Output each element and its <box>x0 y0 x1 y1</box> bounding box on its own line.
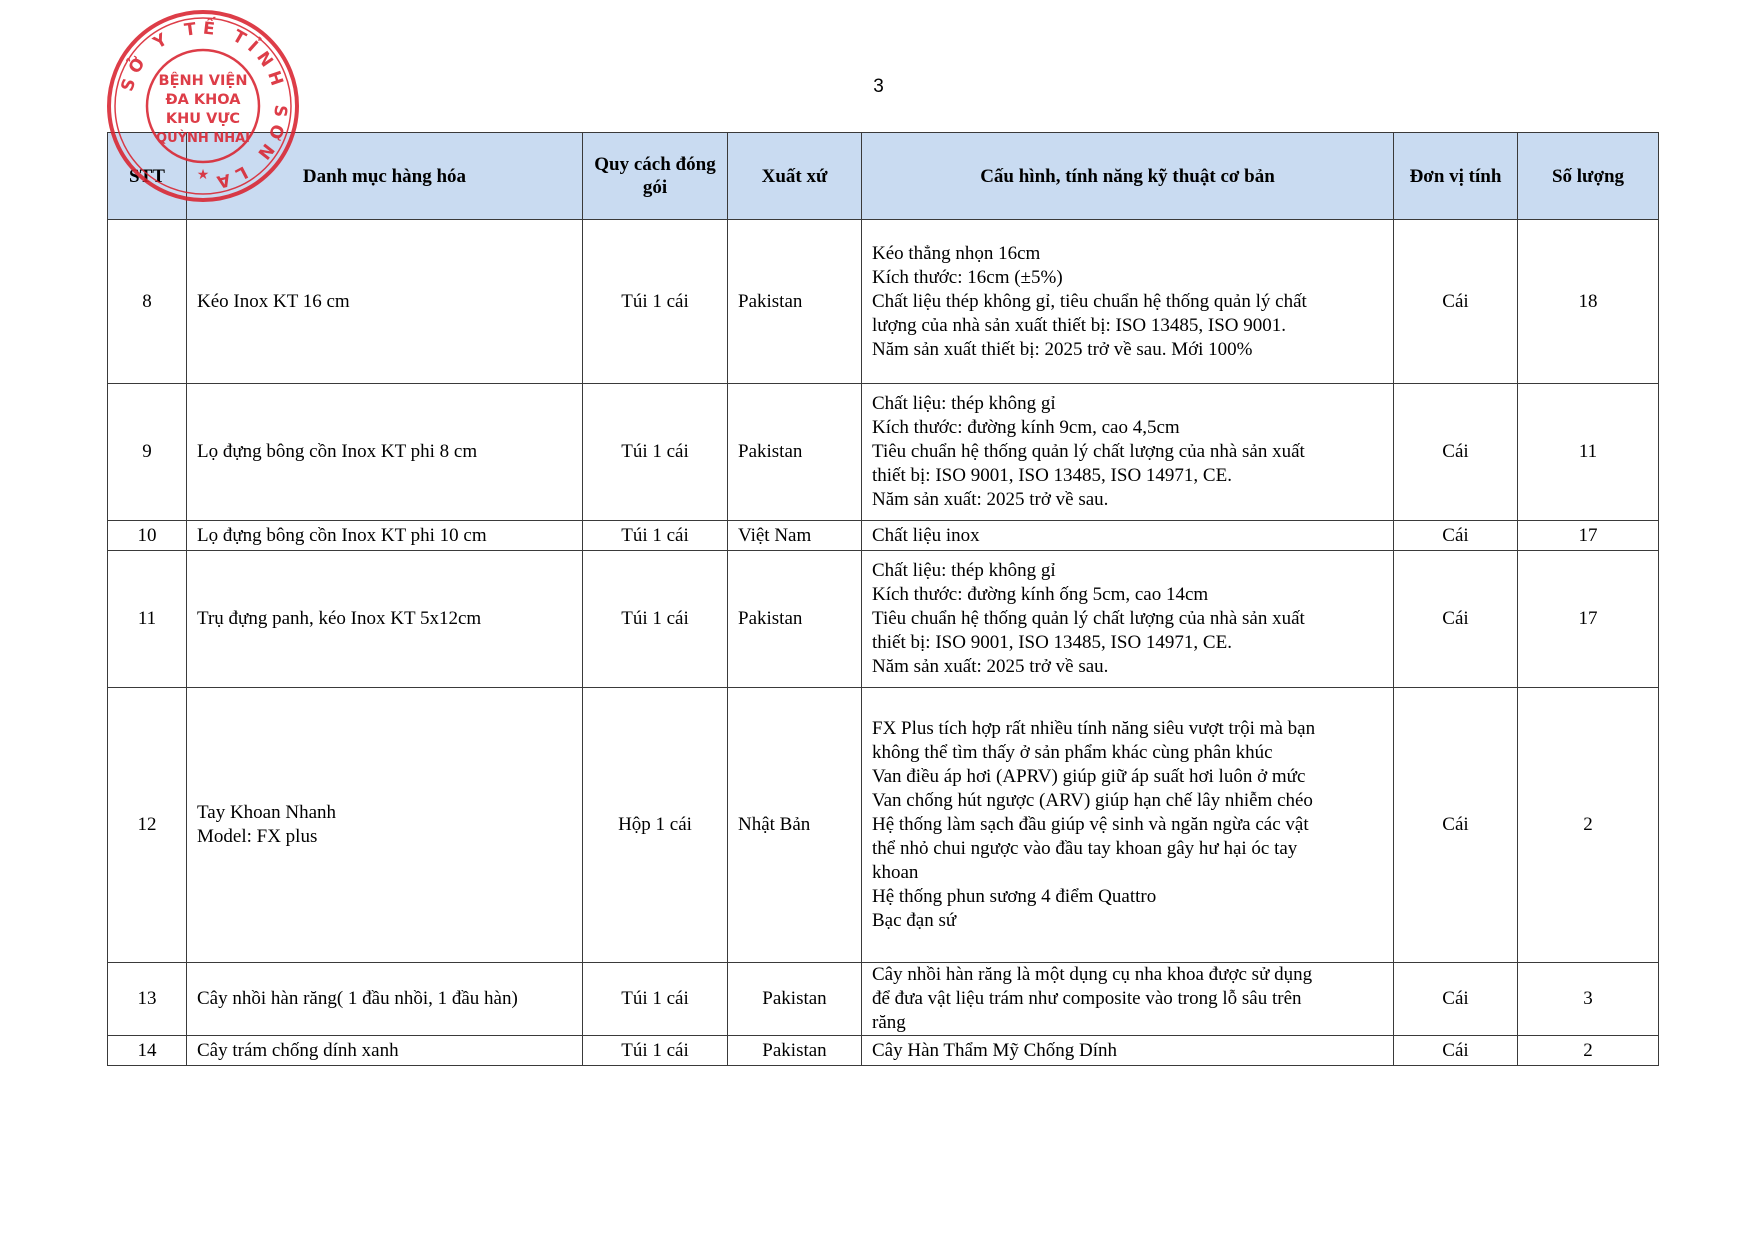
cell-config <box>862 384 1394 521</box>
item-line: Tay Khoan Nhanh <box>197 802 337 823</box>
header-qty: Số lượng <box>1518 133 1659 220</box>
config-line: không thể tìm thấy ở sản phẩm khác cùng phân khúc <box>872 742 1273 763</box>
table-row <box>108 963 1659 1036</box>
table-row <box>108 1036 1659 1066</box>
table-header-row <box>108 133 1659 220</box>
config-line: răng <box>872 1012 906 1033</box>
stamp-line-4: QUỲNH NHAI <box>156 131 250 146</box>
cell-item <box>187 384 583 521</box>
item-line: Lọ đựng bông cồn Inox KT phi 8 cm <box>197 441 478 462</box>
cell-unit: Cái <box>1394 688 1518 963</box>
config-line: Chất liệu inox <box>872 524 980 546</box>
cell-unit: Cái <box>1394 384 1518 521</box>
cell-config <box>862 220 1394 384</box>
config-line: Chất liệu thép không gỉ, tiêu chuẩn hệ thống quản lý chất <box>872 290 1307 312</box>
stamp-outer-text: SỞ Y TẾ TỈNH SƠN LA <box>117 18 291 193</box>
config-line: Tiêu chuẩn hệ thống quản lý chất lượng của nhà sản xuất <box>872 608 1305 629</box>
config-line: khoan <box>872 862 919 883</box>
star-icon: ★ <box>196 167 210 183</box>
cell-qty: 3 <box>1518 963 1659 1036</box>
cell-origin: Pakistan <box>728 551 862 688</box>
cell-item <box>187 1036 583 1066</box>
cell-stt: 8 <box>108 220 187 384</box>
config-line: Năm sản xuất: 2025 trở về sau. <box>872 656 1109 677</box>
cell-unit: Cái <box>1394 521 1518 551</box>
stamp-line-2: ĐA KHOA <box>165 92 241 108</box>
cell-unit: Cái <box>1394 551 1518 688</box>
cell-origin: Pakistan <box>728 963 862 1036</box>
config-line: Kéo thẳng nhọn 16cm <box>872 242 1041 264</box>
config-line: thiết bị: ISO 9001, ISO 13485, ISO 14971, CE. <box>872 632 1232 653</box>
cell-packaging: Túi 1 cái <box>583 384 728 521</box>
config-line: lượng của nhà sản xuất thiết bị: ISO 13485, ISO 9001. <box>872 314 1287 336</box>
config-line: Van chống hút ngược (ARV) giúp hạn chế lây nhiễm chéo <box>872 790 1313 811</box>
header-unit: Đơn vị tính <box>1394 133 1518 220</box>
cell-origin: Pakistan <box>728 384 862 521</box>
config-line: Tiêu chuẩn hệ thống quản lý chất lượng của nhà sản xuất <box>872 441 1305 462</box>
header-packaging: Quy cách đóng gói <box>583 133 728 220</box>
cell-packaging: Túi 1 cái <box>583 220 728 384</box>
cell-stt: 10 <box>108 521 187 551</box>
cell-unit: Cái <box>1394 1036 1518 1066</box>
cell-item <box>187 521 583 551</box>
cell-config <box>862 688 1394 963</box>
cell-origin: Việt Nam <box>728 521 862 551</box>
cell-stt: 9 <box>108 384 187 521</box>
header-stt: STT <box>108 133 187 220</box>
cell-unit: Cái <box>1394 220 1518 384</box>
cell-origin: Pakistan <box>728 220 862 384</box>
header-item: Danh mục hàng hóa <box>187 133 583 220</box>
item-line: Trụ đựng panh, kéo Inox KT 5x12cm <box>197 608 482 629</box>
cell-qty: 2 <box>1518 1036 1659 1066</box>
config-line: Kích thước: 16cm (±5%) <box>872 266 1063 288</box>
item-line: Kéo Inox KT 16 cm <box>197 290 350 312</box>
cell-config <box>862 521 1394 551</box>
config-line: Bạc đạn sứ <box>872 910 957 931</box>
cell-packaging: Túi 1 cái <box>583 551 728 688</box>
cell-stt: 13 <box>108 963 187 1036</box>
table-row <box>108 551 1659 688</box>
cell-config <box>862 551 1394 688</box>
cell-qty: 11 <box>1518 384 1659 521</box>
config-line: thiết bị: ISO 9001, ISO 13485, ISO 14971, CE. <box>872 465 1232 486</box>
header-origin: Xuất xứ <box>728 133 862 220</box>
cell-qty: 18 <box>1518 220 1659 384</box>
cell-item <box>187 688 583 963</box>
cell-packaging: Túi 1 cái <box>583 521 728 551</box>
config-line: Năm sản xuất: 2025 trở về sau. <box>872 489 1109 510</box>
item-line: Cây nhồi hàn răng( 1 đầu nhồi, 1 đầu hàn) <box>197 988 518 1009</box>
cell-packaging: Túi 1 cái <box>583 963 728 1036</box>
table-row <box>108 521 1659 551</box>
config-line: để đưa vật liệu trám như composite vào trong lỗ sâu trên <box>872 988 1302 1009</box>
cell-item <box>187 963 583 1036</box>
stamp-line-1: BỆNH VIỆN <box>158 73 248 89</box>
config-line: Van điều áp hơi (APRV) giúp giữ áp suất hơi luôn ở mức <box>872 766 1306 787</box>
config-line: Chất liệu: thép không gỉ <box>872 393 1056 414</box>
stamp-line-3: KHU VỰC <box>165 111 241 127</box>
cell-item <box>187 551 583 688</box>
cell-unit: Cái <box>1394 963 1518 1036</box>
config-line: Chất liệu: thép không gỉ <box>872 560 1056 581</box>
table-row <box>108 220 1659 384</box>
config-line: FX Plus tích hợp rất nhiều tính năng siêu vượt trội mà bạn <box>872 718 1316 739</box>
config-line: Hệ thống làm sạch đầu giúp vệ sinh và ngăn ngừa các vật <box>872 814 1309 835</box>
cell-qty: 2 <box>1518 688 1659 963</box>
cell-config <box>862 963 1394 1036</box>
cell-qty: 17 <box>1518 551 1659 688</box>
config-line: Kích thước: đường kính 9cm, cao 4,5cm <box>872 417 1180 438</box>
config-line: Cây Hàn Thẩm Mỹ Chống Dính <box>872 1039 1118 1061</box>
config-line: thể nhỏ chui ngược vào đầu tay khoan gây hư hại óc tay <box>872 838 1298 859</box>
item-line: Lọ đựng bông cồn Inox KT phi 10 cm <box>197 524 487 546</box>
cell-packaging: Hộp 1 cái <box>583 688 728 963</box>
table-row <box>108 688 1659 963</box>
cell-origin: Nhật Bản <box>728 688 862 963</box>
table-row <box>108 384 1659 521</box>
cell-config <box>862 1036 1394 1066</box>
config-line: Hệ thống phun sương 4 điểm Quattro <box>872 886 1157 907</box>
cell-packaging: Túi 1 cái <box>583 1036 728 1066</box>
cell-stt: 11 <box>108 551 187 688</box>
cell-stt: 14 <box>108 1036 187 1066</box>
cell-stt: 12 <box>108 688 187 963</box>
page-number: 3 <box>873 76 884 97</box>
cell-origin: Pakistan <box>728 1036 862 1066</box>
cell-item <box>187 220 583 384</box>
goods-table <box>107 132 1659 1066</box>
config-line: Năm sản xuất thiết bị: 2025 trở về sau. Mới 100% <box>872 338 1253 360</box>
cell-qty: 17 <box>1518 521 1659 551</box>
config-line: Kích thước: đường kính ống 5cm, cao 14cm <box>872 584 1209 605</box>
header-config: Cấu hình, tính năng kỹ thuật cơ bản <box>862 133 1394 220</box>
item-line: Cây trám chống dính xanh <box>197 1039 399 1061</box>
config-line: Cây nhồi hàn răng là một dụng cụ nha khoa được sử dụng <box>872 964 1313 985</box>
item-line: Model: FX plus <box>197 826 318 847</box>
